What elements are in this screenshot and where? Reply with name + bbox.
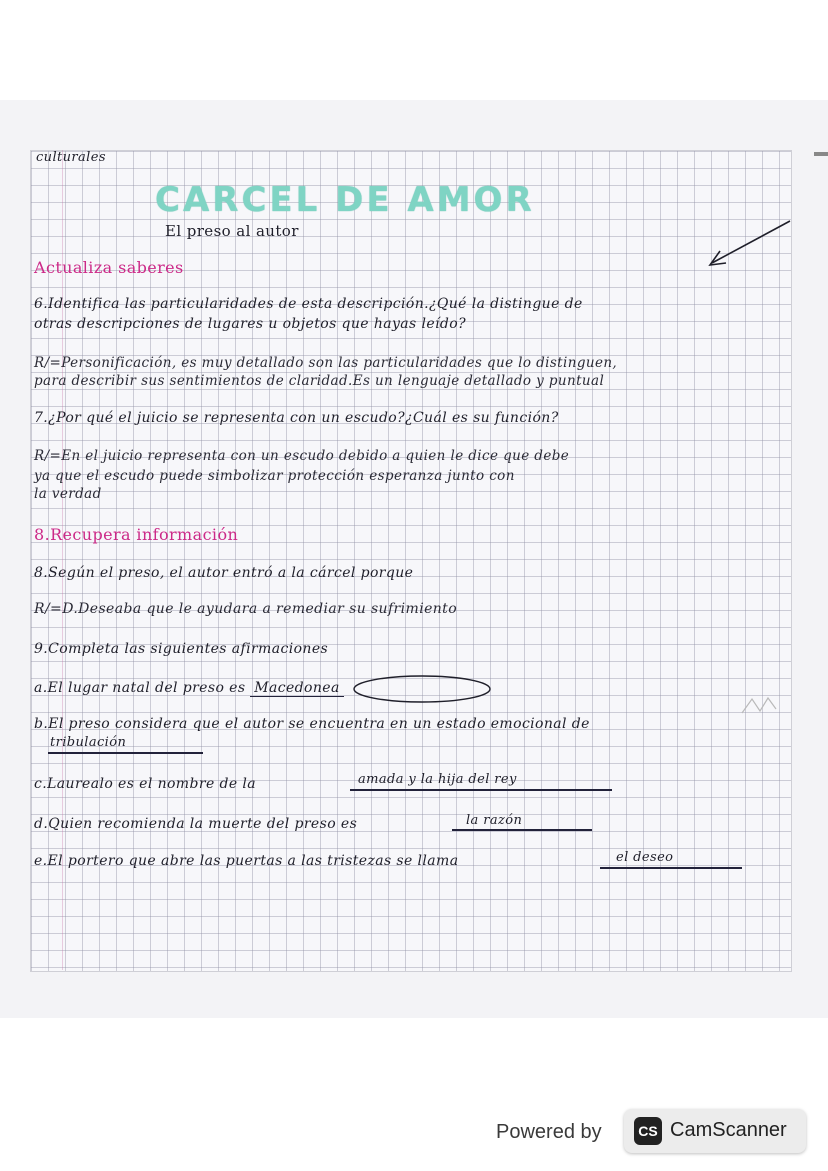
question-8: 8.Según el preso, el autor entró a la cárcel porque	[34, 565, 414, 581]
section-9-heading: 9.Completa las siguientes afirmaciones	[34, 641, 329, 657]
question-6-line-2: otras descripciones de lugares u objetos que hayas leído?	[34, 316, 467, 332]
answer-7-line-3: la verdad	[34, 486, 102, 502]
answer-7-line-1: R/=En el juicio representa con un escudo debido a quien le dice que debe	[34, 448, 570, 464]
camscanner-logo-icon: CS	[634, 1117, 662, 1145]
arrow-doodle-icon	[700, 215, 795, 275]
statement-d-answer: la razón	[466, 813, 523, 828]
statement-a-prompt: a.El lugar natal del preso es	[34, 680, 246, 696]
statement-c-prompt: c.Laurealo es el nombre de la	[34, 776, 256, 792]
question-6-line-1: 6.Identifica las particularidades de esta descripción.¿Qué la distingue de	[34, 296, 583, 312]
answer-7-line-2: ya que el escudo puede simbolizar protección esperanza junto con	[34, 468, 515, 484]
statement-c-answer: amada y la hija del rey	[358, 772, 517, 787]
camscanner-brand: CamScanner	[670, 1119, 787, 1141]
statement-b-prompt: b.El preso considera que el autor se encuentra en un estado emocional de	[34, 716, 590, 732]
page-subtitle: El preso al autor	[165, 222, 299, 240]
statement-d-prompt: d.Quien recomienda la muerte del preso es	[34, 816, 358, 832]
scribble-icon	[740, 695, 780, 719]
answer-8: R/=D.Deseaba que le ayudara a remediar su sufrimiento	[34, 601, 458, 617]
statement-c-underline	[350, 789, 612, 791]
answer-6-line-1: R/=Personificación, es muy detallado son las particularidades que lo distinguen,	[34, 355, 618, 371]
circle-mark-icon	[350, 672, 495, 706]
activity-heading: Actualiza saberes	[34, 258, 184, 277]
section-label: culturales	[36, 150, 106, 165]
statement-e-underline	[600, 867, 742, 869]
powered-by-label: Powered by	[496, 1121, 602, 1143]
statement-a-answer: Macedonea	[250, 680, 343, 697]
camscanner-badge[interactable]	[624, 1109, 806, 1153]
question-7: 7.¿Por qué el juicio se representa con un escudo?¿Cuál es su función?	[34, 410, 559, 426]
statement-d-underline	[452, 829, 592, 831]
answer-6-line-2: para describir sus sentimientos de claridad.Es un lenguaje detallado y puntual	[34, 373, 605, 389]
section-8-heading: 8.Recupera información	[34, 525, 239, 544]
statement-b-underline	[48, 752, 203, 754]
statement-e-prompt: e.El portero que abre las puertas a las tristezas se llama	[34, 853, 459, 869]
statement-e-answer: el deseo	[616, 850, 674, 865]
page-edge-mark	[814, 152, 828, 156]
page-title: CARCEL DE AMOR	[155, 180, 535, 220]
camscanner-footer	[496, 1109, 806, 1153]
statement-b-answer: tribulación	[50, 735, 127, 750]
statement-a	[34, 680, 344, 697]
